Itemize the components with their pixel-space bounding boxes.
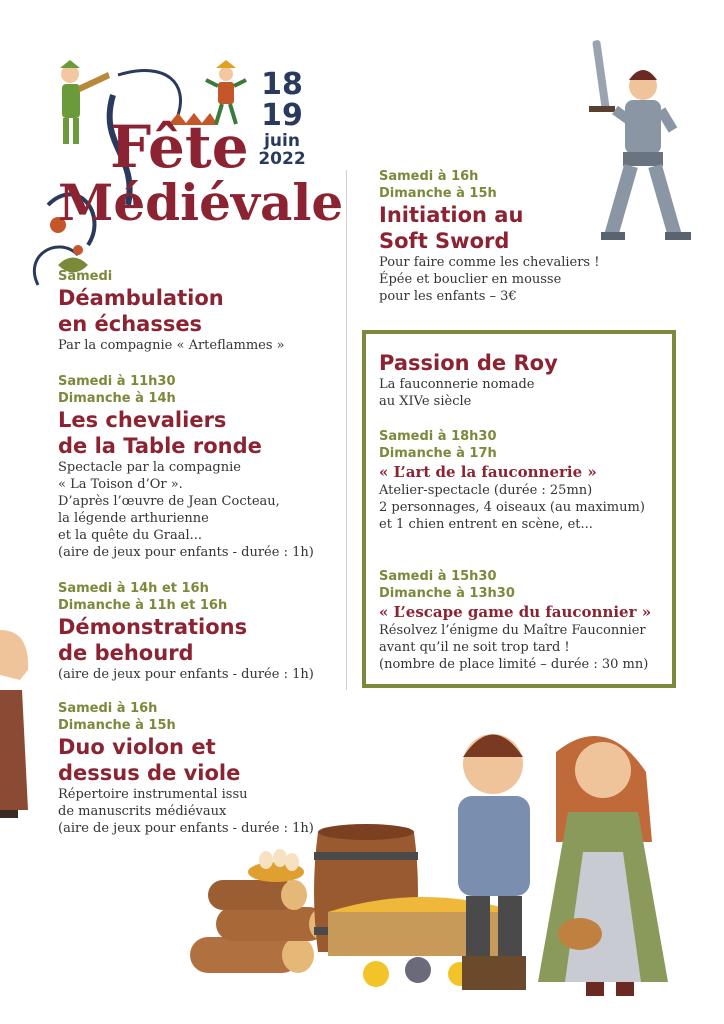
passion-de-roy-section (379, 350, 558, 410)
knight-icon (585, 40, 695, 250)
event-description: Par la compagnie « Arteflammes » (58, 338, 285, 353)
date-year: 2022 (258, 149, 306, 169)
event-time: Samedi à 18h30 Dimanche à 17h (379, 429, 497, 461)
section-title: Passion de Roy (379, 351, 558, 375)
event-art-fauconnerie (379, 428, 645, 533)
logo-word-medievale: Médiévale (58, 173, 344, 232)
event-time: Samedi à 16h Dimanche à 15h (58, 701, 176, 733)
medieval-scene-illustration (188, 712, 678, 1012)
event-title: Duo violon et dessus de viole (58, 735, 241, 785)
event-time: Samedi à 11h30 Dimanche à 14h (58, 374, 176, 406)
event-description: Spectacle par la compagnie « La Toison d’Or ». D’après l’œuvre de Jean Cocteau, la légende arthurienne et la quête du Graal... (aire de jeux pour enfants - durée : 1h) (58, 460, 314, 560)
event-description: Pour faire comme les chevaliers ! Épée et bouclier en mousse pour les enfants – 3€ (379, 255, 600, 304)
event-time: Samedi à 16h Dimanche à 15h (379, 169, 497, 201)
event-description: Résolvez l’énigme du Maître Fauconnier avant qu’il ne soit trop tard ! (nombre de place limité – durée : 30 mn) (379, 623, 649, 672)
section-intro: La fauconnerie nomade au XIVe siècle (379, 377, 535, 409)
event-time: Samedi à 15h30 Dimanche à 13h30 (379, 569, 515, 601)
event-description: Atelier-spectacle (durée : 25mn) 2 personnages, 4 oiseaux (au maximum) et 1 chien entrent en scène, et... (379, 483, 645, 532)
event-soft-sword (379, 168, 599, 305)
event-deambulation (58, 268, 285, 354)
event-title: « L’art de la fauconnerie » (379, 463, 597, 481)
event-title: « L’escape game du fauconnier » (379, 603, 652, 621)
event-title: Les chevaliers de la Table ronde (58, 408, 262, 458)
date-day-1: 18 (261, 67, 303, 102)
festival-date (252, 67, 312, 169)
event-time: Samedi (58, 269, 113, 284)
event-time: Samedi à 14h et 16h Dimanche à 11h et 16h (58, 581, 228, 613)
event-title: Déambulation en échasses (58, 286, 224, 336)
peasant-girl-icon (538, 736, 668, 996)
event-chevaliers (58, 373, 314, 561)
egg-basket-icon (248, 849, 304, 882)
event-description: Répertoire instrumental issu de manuscrits médiévaux (aire de jeux pour enfants - durée : 1h) (58, 787, 314, 836)
logo-word-fete: Fête (110, 113, 249, 181)
date-day-2: 19 (261, 98, 303, 133)
event-description: (aire de jeux pour enfants - durée : 1h) (58, 667, 314, 682)
chicks-icon (363, 957, 472, 987)
column-divider (346, 170, 347, 690)
date-month: juin (264, 131, 300, 151)
event-escape-game (379, 568, 651, 673)
event-title: Initiation au Soft Sword (379, 203, 524, 253)
villager-partial-icon (0, 620, 34, 820)
event-title: Démonstrations de behourd (58, 615, 248, 665)
jester-icon (52, 60, 112, 150)
event-behourd (58, 580, 314, 683)
